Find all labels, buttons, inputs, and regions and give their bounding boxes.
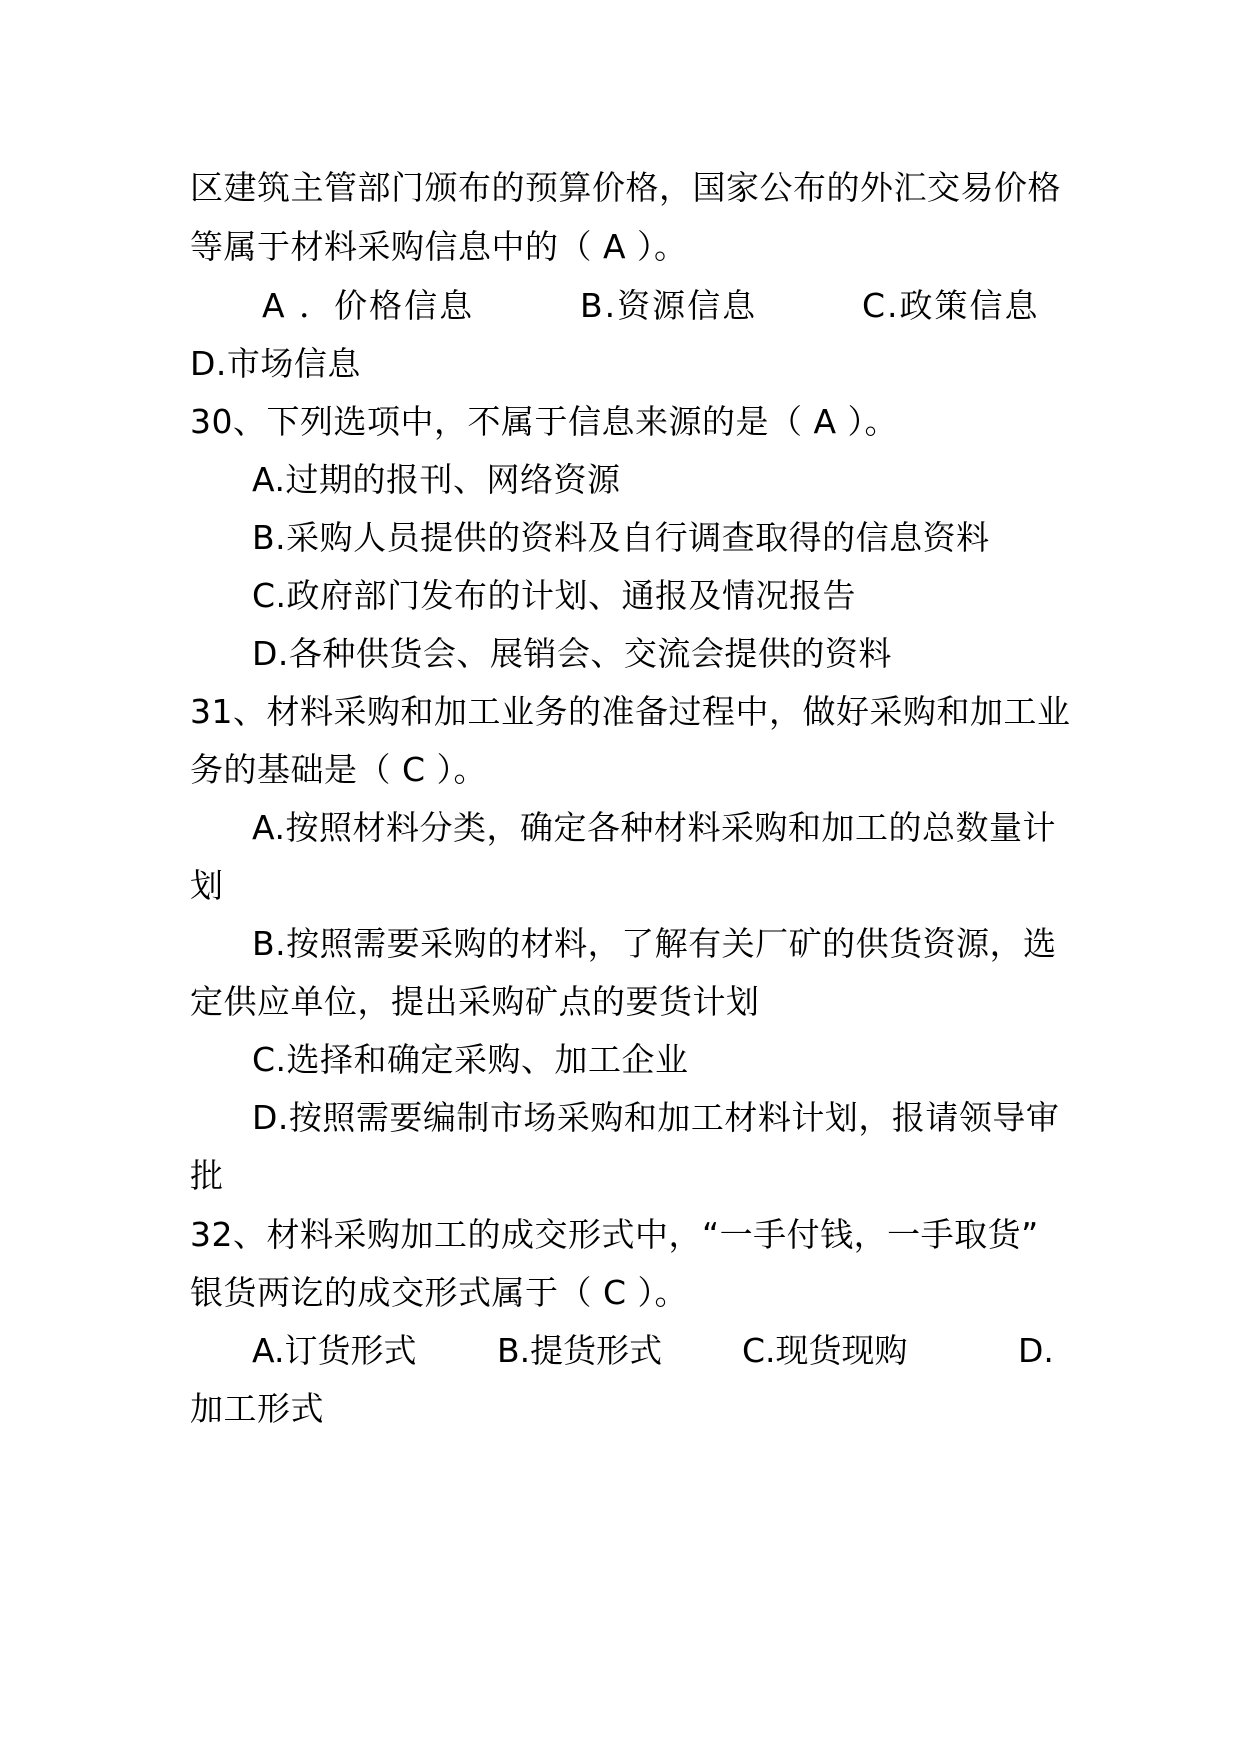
q30-option-c: C.政府部门发布的计划、通报及情况报告 bbox=[252, 576, 857, 615]
q29-option-b: B.资源信息 bbox=[580, 286, 758, 325]
q30-option-a: A.过期的报刊、网络资源 bbox=[252, 460, 621, 499]
q32-option-a: A.订货形式 bbox=[252, 1331, 417, 1370]
q31-option-b-line2: 定供应单位，提出采购矿点的要货计划 bbox=[190, 982, 760, 1021]
q32-stem-line2: 银货两讫的成交形式属于（ C ）。 bbox=[190, 1273, 689, 1312]
q32-option-c: C.现货现购 bbox=[742, 1331, 908, 1370]
q29-stem-line1: 区建筑主管部门颁布的预算价格，国家公布的外汇交易价格 bbox=[190, 168, 1061, 207]
q32-stem-line1: 32、材料采购加工的成交形式中，“一手付钱，一手取货” bbox=[190, 1215, 1039, 1254]
q31-option-b-line1: B.按照需要采购的材料，了解有关厂矿的供货资源，选 bbox=[252, 924, 1057, 963]
q32-option-d-prefix: D. bbox=[1018, 1331, 1054, 1370]
q32-option-d-text: 加工形式 bbox=[190, 1389, 324, 1428]
q29-stem-line2: 等属于材料采购信息中的（ A ）。 bbox=[190, 227, 688, 266]
q32-option-b: B.提货形式 bbox=[497, 1331, 663, 1370]
q31-stem-line2: 务的基础是（ C ）。 bbox=[190, 750, 488, 789]
q30-option-d: D.各种供货会、展销会、交流会提供的资料 bbox=[252, 634, 892, 673]
q30-stem: 30、下列选项中，不属于信息来源的是（ A ）。 bbox=[190, 402, 899, 441]
q31-option-a-line1: A.按照材料分类，确定各种材料采购和加工的总数量计 bbox=[252, 808, 1056, 847]
q29-option-a: A ．价格信息 bbox=[262, 286, 475, 325]
q29-option-d: D.市场信息 bbox=[190, 344, 361, 383]
q31-option-d-line2: 批 bbox=[190, 1156, 224, 1195]
q31-option-a-line2: 划 bbox=[190, 866, 224, 905]
q31-option-c: C.选择和确定采购、加工企业 bbox=[252, 1040, 689, 1079]
q30-option-b: B.采购人员提供的资料及自行调查取得的信息资料 bbox=[252, 518, 990, 557]
q29-option-c: C.政策信息 bbox=[862, 286, 1040, 325]
q31-option-d-line1: D.按照需要编制市场采购和加工材料计划，报请领导审 bbox=[252, 1098, 1060, 1137]
q31-stem-line1: 31、材料采购和加工业务的准备过程中，做好采购和加工业 bbox=[190, 692, 1071, 731]
